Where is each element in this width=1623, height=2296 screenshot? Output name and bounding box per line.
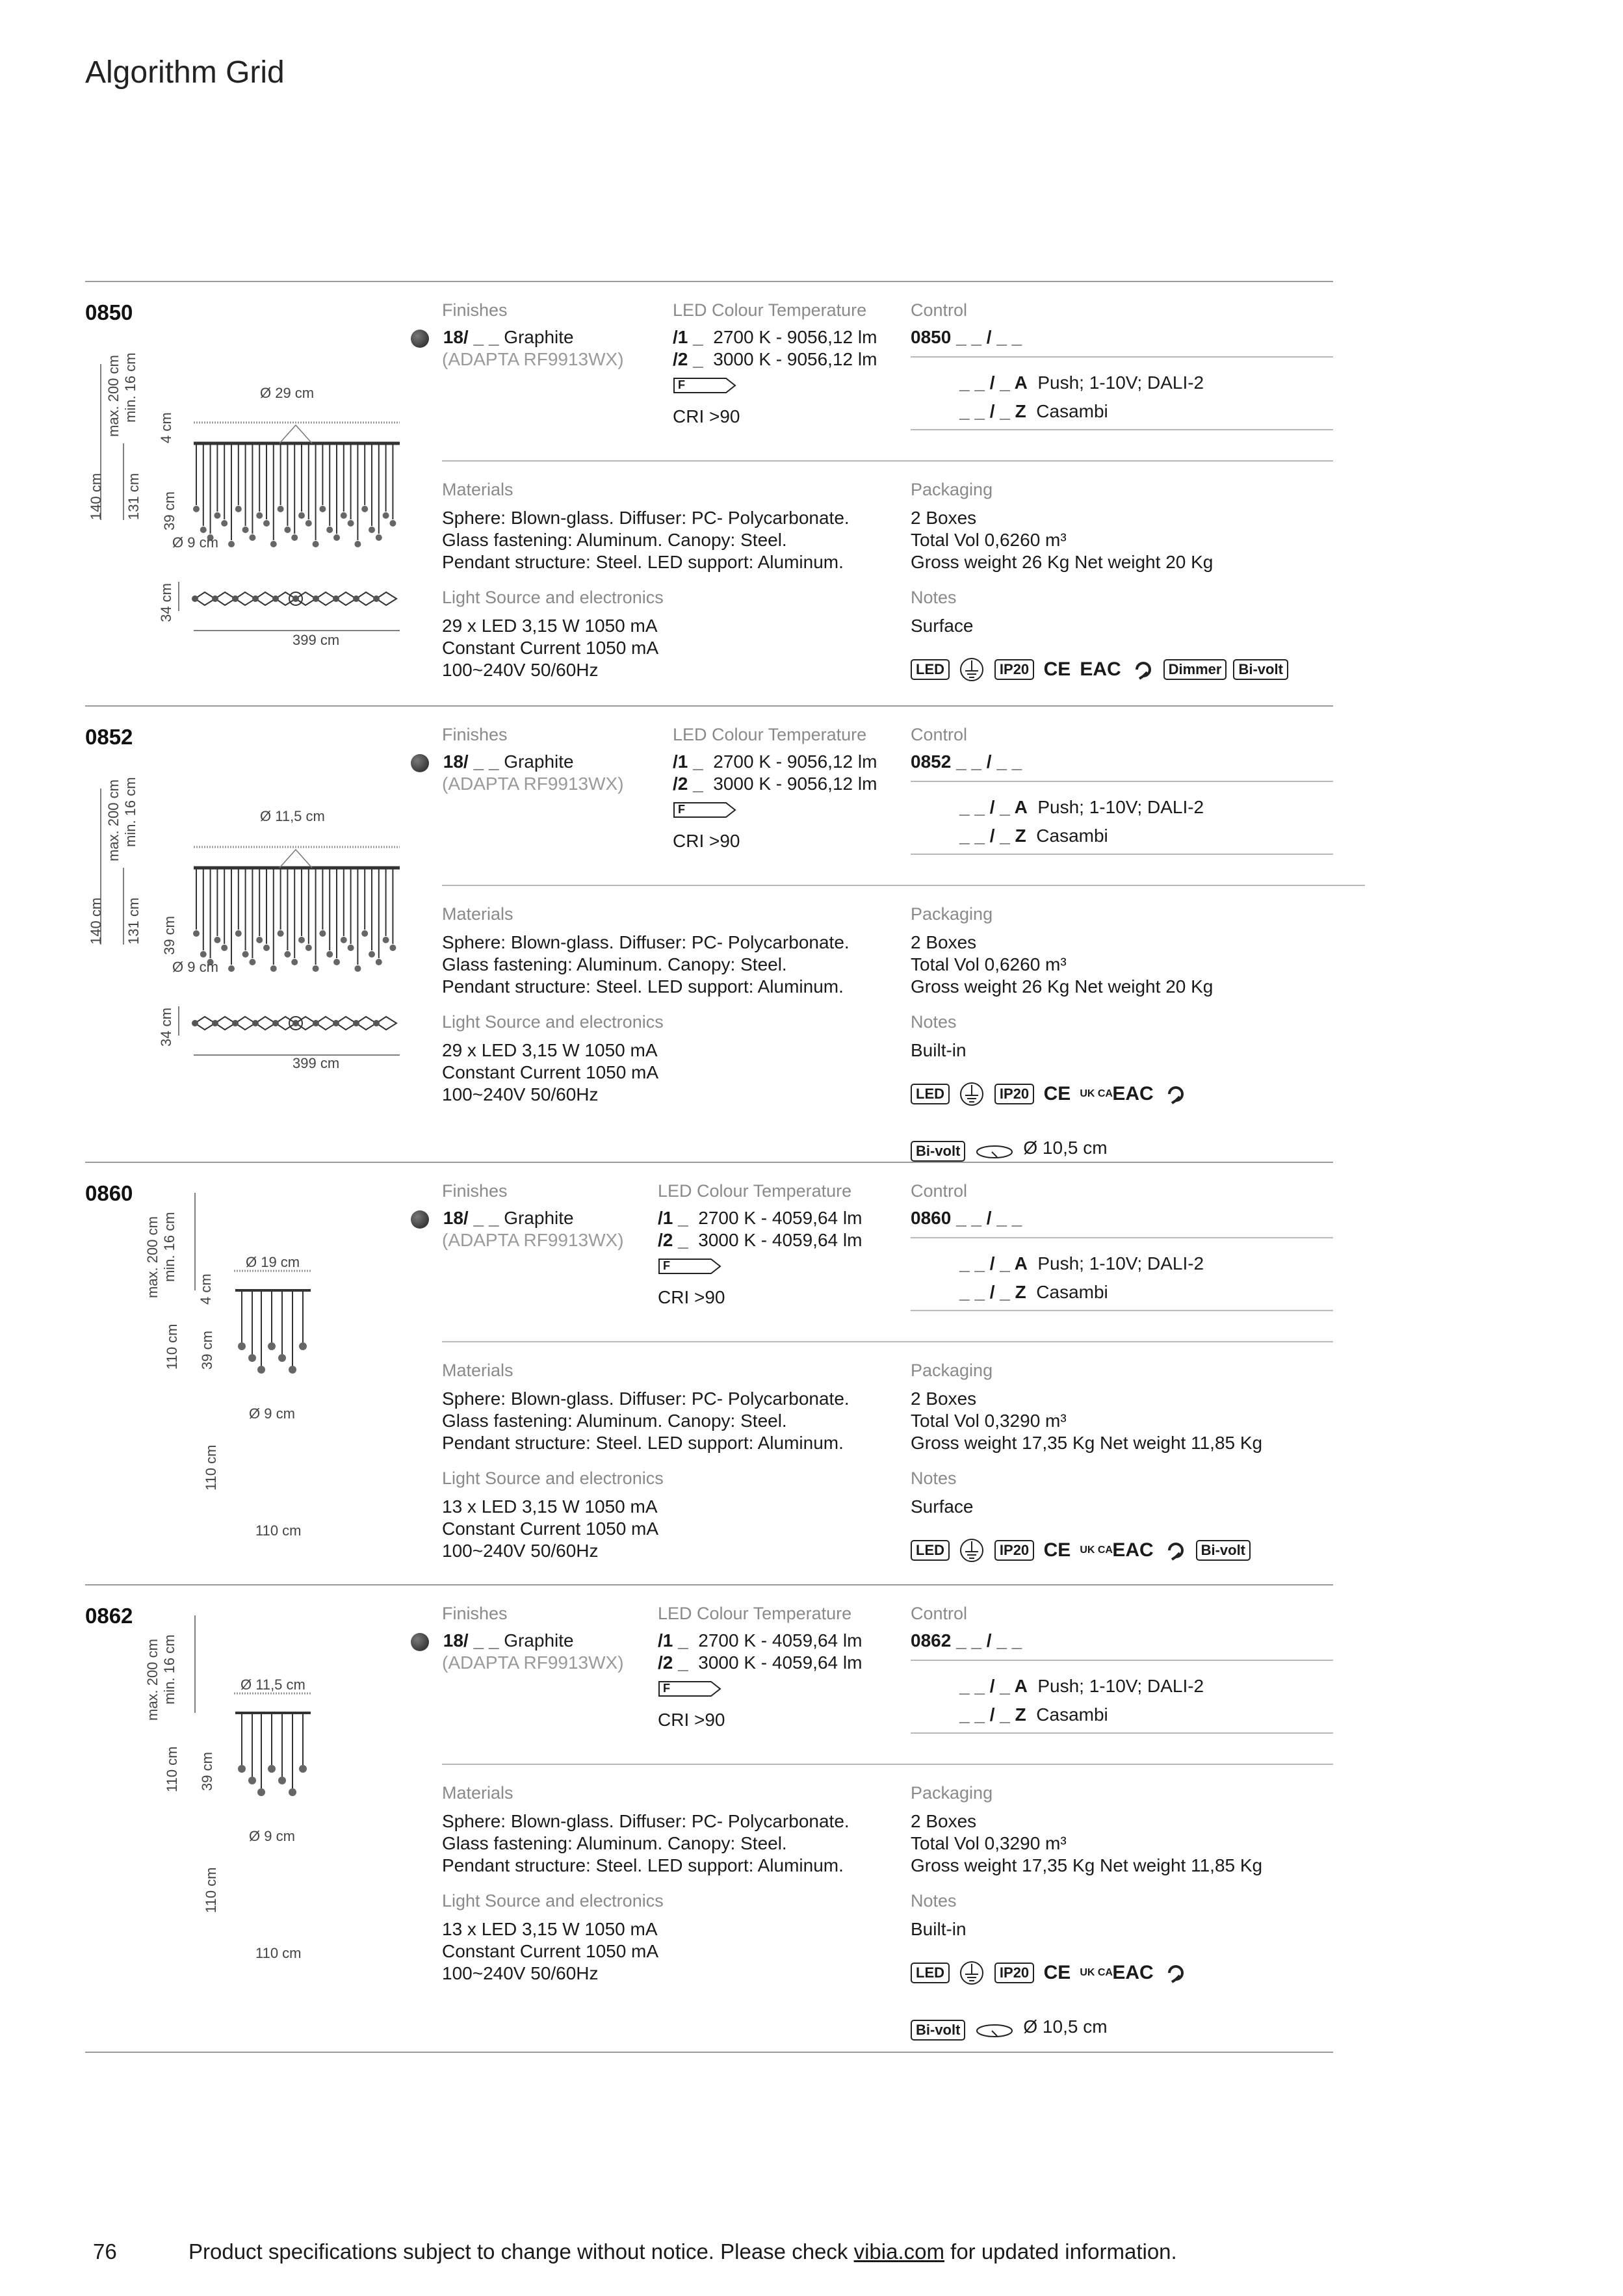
energy-class-icon xyxy=(673,802,738,822)
materials-text xyxy=(442,1388,850,1454)
product-code: 0850 xyxy=(85,300,133,324)
control-option xyxy=(911,796,1320,822)
control-option xyxy=(911,372,1320,398)
dim-depth: 34 cm xyxy=(158,1008,174,1047)
ce-mark-icon: CE xyxy=(1043,1539,1071,1561)
material-line: Glass fastening: Aluminum. Canopy: Steel. xyxy=(442,1833,787,1853)
led-temp-list xyxy=(673,326,877,371)
cert-row-1 xyxy=(911,657,1295,683)
led-temp-value: 2700 K - 4059,64 lm xyxy=(698,1630,863,1650)
light-line: 29 x LED 3,15 W 1050 mA xyxy=(442,1040,658,1060)
dim-height-body: 110 cm xyxy=(164,1746,180,1792)
class-one-ground-icon xyxy=(959,1537,985,1563)
led-temp-code: /2 _ xyxy=(658,1652,688,1673)
packaging-line: 2 Boxes xyxy=(911,508,977,528)
control-option-text: Push; 1-10V; DALI-2 xyxy=(1037,797,1204,817)
control-option-code: _ _ / _ A xyxy=(959,797,1028,817)
notes-value: Surface xyxy=(911,1496,974,1517)
control-divider xyxy=(911,1310,1333,1311)
finish-ral: (ADAPTA RF9913WX) xyxy=(442,774,624,794)
footer-text-after: for updated information. xyxy=(944,2239,1177,2263)
recycle-mark-icon xyxy=(1165,1540,1185,1561)
finishes-label: Finishes xyxy=(442,300,508,320)
light-line: 29 x LED 3,15 W 1050 mA xyxy=(442,616,658,636)
control-label: Control xyxy=(911,1181,968,1201)
control-label: Control xyxy=(911,1604,968,1623)
dim-height-total: 140 cm xyxy=(88,473,104,520)
notes-value: Built-in xyxy=(911,1040,967,1060)
led-badge: LED xyxy=(911,1084,950,1104)
graphite-swatch-icon xyxy=(411,330,429,348)
product-drawing xyxy=(0,281,429,684)
dim-depth: 110 cm xyxy=(203,1444,219,1491)
dim-sphere-diameter: Ø 9 cm xyxy=(172,959,218,975)
light-source-text xyxy=(442,615,658,681)
control-option xyxy=(911,825,1320,851)
finish-code: 18/ _ _ xyxy=(443,1208,499,1228)
finish-ral: (ADAPTA RF9913WX) xyxy=(442,1230,624,1250)
led-temp-value: 2700 K - 4059,64 lm xyxy=(698,1208,863,1228)
cert-badge: Dimmer xyxy=(1163,659,1227,680)
control-label: Control xyxy=(911,725,968,744)
packaging-line: Total Vol 0,3290 m³ xyxy=(911,1411,1067,1431)
finish-ral: (ADAPTA RF9913WX) xyxy=(442,1652,624,1673)
light-line: 100~240V 50/60Hz xyxy=(442,1084,599,1104)
finish-name: Graphite xyxy=(504,327,574,347)
energy-class: F xyxy=(678,378,685,391)
packaging-text xyxy=(911,1388,1262,1454)
led-temp-value: 3000 K - 4059,64 lm xyxy=(698,1230,863,1250)
finish-row xyxy=(411,326,574,348)
dim-pendant-length: 39 cm xyxy=(199,1752,215,1791)
control-option-text: Casambi xyxy=(1036,826,1108,846)
control-option-text: Casambi xyxy=(1036,1704,1108,1725)
led-temp-code: /2 _ xyxy=(658,1230,688,1250)
ukca-mark-icon: UK CA xyxy=(1080,1088,1113,1099)
ceiling-hole-size: Ø 10,5 cm xyxy=(1023,2016,1108,2037)
control-code: 0862 _ _ / _ _ xyxy=(911,1630,1022,1650)
cert-row-1 xyxy=(911,1081,1193,1107)
led-badge: LED xyxy=(911,1963,950,1983)
cert-badge: Bi-volt xyxy=(1233,659,1288,680)
finish-name: Graphite xyxy=(504,1630,574,1650)
led-temp-label: LED Colour Temperature xyxy=(658,1181,852,1201)
cert-row-1 xyxy=(911,1960,1193,1986)
led-temp-label: LED Colour Temperature xyxy=(658,1604,852,1623)
control-option-text: Push; 1-10V; DALI-2 xyxy=(1037,1253,1204,1273)
packaging-line: Gross weight 26 Kg Net weight 20 Kg xyxy=(911,976,1214,997)
ip-rating-badge: IP20 xyxy=(994,1540,1034,1561)
control-option xyxy=(911,1281,1320,1307)
led-temp-row xyxy=(658,1229,862,1251)
packaging-line: Total Vol 0,6260 m³ xyxy=(911,530,1067,550)
finish-name: Graphite xyxy=(504,751,574,772)
eac-mark-icon: EAC xyxy=(1112,1962,1154,1983)
led-temp-row xyxy=(673,326,877,348)
section-divider xyxy=(85,2052,1333,2053)
dim-cable-min: min. 16 cm xyxy=(122,777,138,847)
dim-height-body: 131 cm xyxy=(125,897,142,945)
energy-class-icon xyxy=(673,377,738,397)
led-temp-list xyxy=(673,751,877,795)
notes-label: Notes xyxy=(911,588,957,607)
led-temp-row xyxy=(673,348,877,371)
dim-width: 399 cm xyxy=(292,1055,340,1071)
finishes-label: Finishes xyxy=(442,1604,508,1623)
led-temp-value: 3000 K - 4059,64 lm xyxy=(698,1652,863,1673)
ukca-mark-icon: UK CA xyxy=(1080,1545,1113,1556)
cri-value: CRI >90 xyxy=(658,1710,725,1730)
light-line: 100~240V 50/60Hz xyxy=(442,1963,599,1983)
finish-name: Graphite xyxy=(504,1208,574,1228)
material-line: Sphere: Blown-glass. Diffuser: PC- Polycarbonate. xyxy=(442,1811,850,1831)
recycle-mark-icon xyxy=(1133,659,1152,680)
product-code: 0862 xyxy=(85,1604,133,1628)
control-divider xyxy=(911,356,1333,358)
control-divider xyxy=(911,1732,1333,1734)
materials-label: Materials xyxy=(442,1783,513,1803)
control-option-code: _ _ / _ A xyxy=(959,372,1028,393)
control-code: 0850 _ _ / _ _ xyxy=(911,327,1022,347)
energy-class: F xyxy=(663,1682,670,1695)
led-badge: LED xyxy=(911,1540,950,1561)
footer-link[interactable]: vibia.com xyxy=(853,2239,944,2263)
control-option-code: _ _ / _ Z xyxy=(959,1282,1026,1302)
material-line: Pendant structure: Steel. LED support: Aluminum. xyxy=(442,976,844,997)
dim-height-body: 110 cm xyxy=(164,1324,180,1370)
material-line: Glass fastening: Aluminum. Canopy: Steel. xyxy=(442,530,787,550)
certifications xyxy=(911,657,1295,683)
led-temp-value: 3000 K - 9056,12 lm xyxy=(713,774,877,794)
led-temp-row xyxy=(673,751,877,773)
footer-text-before: Product specifications subject to change without notice. Please check xyxy=(188,2239,854,2263)
dim-canopy-diameter: Ø 11,5 cm xyxy=(260,808,325,824)
dim-canopy-height: 4 cm xyxy=(158,412,174,443)
control-code: 0860 _ _ / _ _ xyxy=(911,1208,1022,1228)
cert-badge: Bi-volt xyxy=(911,1141,965,1162)
certifications xyxy=(911,1081,1193,1159)
led-temp-value: 3000 K - 9056,12 lm xyxy=(713,349,877,369)
energy-class-icon xyxy=(658,1258,723,1278)
packaging-line: Total Vol 0,6260 m³ xyxy=(911,954,1067,974)
finish-code: 18/ _ _ xyxy=(443,327,499,347)
packaging-line: Gross weight 26 Kg Net weight 20 Kg xyxy=(911,552,1214,572)
control-option-code: _ _ / _ A xyxy=(959,1676,1028,1696)
finish-code: 18/ _ _ xyxy=(443,1630,499,1650)
dim-pendant-length: 39 cm xyxy=(199,1331,215,1370)
cri-value: CRI >90 xyxy=(658,1287,725,1307)
cri-value: CRI >90 xyxy=(673,831,740,851)
control-divider xyxy=(911,429,1333,430)
light-source-text xyxy=(442,1496,658,1562)
light-source-label: Light Source and electronics xyxy=(442,1012,664,1032)
packaging-line: 2 Boxes xyxy=(911,1811,977,1831)
dim-canopy-diameter: Ø 29 cm xyxy=(260,385,315,401)
control-option-text: Casambi xyxy=(1036,1282,1108,1302)
light-line: 13 x LED 3,15 W 1050 mA xyxy=(442,1919,658,1939)
packaging-label: Packaging xyxy=(911,904,993,924)
light-line: 100~240V 50/60Hz xyxy=(442,660,599,680)
light-line: 13 x LED 3,15 W 1050 mA xyxy=(442,1496,658,1517)
ce-mark-icon: CE xyxy=(1043,1083,1071,1104)
recycle-mark-icon xyxy=(1165,1084,1185,1104)
finish-row xyxy=(411,1630,574,1652)
led-temp-row xyxy=(658,1652,862,1674)
material-line: Pendant structure: Steel. LED support: Aluminum. xyxy=(442,552,844,572)
light-line: 100~240V 50/60Hz xyxy=(442,1541,599,1561)
cri-value: CRI >90 xyxy=(673,406,740,426)
dim-depth: 110 cm xyxy=(203,1867,219,1913)
class-one-ground-icon xyxy=(959,1960,985,1986)
cert-row-2 xyxy=(911,1137,1108,1162)
packaging-line: 2 Boxes xyxy=(911,932,977,952)
dim-sphere-diameter: Ø 9 cm xyxy=(249,1828,295,1844)
dim-cable-max: max. 200 cm xyxy=(105,779,122,861)
led-temp-value: 2700 K - 9056,12 lm xyxy=(713,327,877,347)
control-option xyxy=(911,400,1320,426)
finishes-label: Finishes xyxy=(442,1181,508,1201)
dim-width: 110 cm xyxy=(255,1945,302,1961)
eac-mark-icon: EAC xyxy=(1112,1083,1154,1104)
notes-value: Surface xyxy=(911,616,974,636)
light-line: Constant Current 1050 mA xyxy=(442,638,659,658)
graphite-swatch-icon xyxy=(411,754,429,772)
control-option xyxy=(911,1675,1320,1701)
packaging-line: Gross weight 17,35 Kg Net weight 11,85 Kg xyxy=(911,1855,1263,1875)
material-line: Pendant structure: Steel. LED support: Aluminum. xyxy=(442,1433,844,1453)
notes-label: Notes xyxy=(911,1891,957,1911)
led-temp-code: /1 _ xyxy=(658,1630,688,1650)
dim-cable-max: max. 200 cm xyxy=(144,1216,161,1298)
energy-class-icon xyxy=(658,1680,723,1701)
ceiling-hole-size: Ø 10,5 cm xyxy=(1023,1138,1108,1158)
class-one-ground-icon xyxy=(959,657,985,683)
led-temp-label: LED Colour Temperature xyxy=(673,300,867,320)
notes-label: Notes xyxy=(911,1012,957,1032)
packaging-label: Packaging xyxy=(911,480,993,499)
led-temp-code: /2 _ xyxy=(673,349,703,369)
light-line: Constant Current 1050 mA xyxy=(442,1941,659,1961)
materials-text xyxy=(442,1810,850,1877)
dim-cable-min: min. 16 cm xyxy=(122,352,138,423)
light-source-label: Light Source and electronics xyxy=(442,1891,664,1911)
finish-row xyxy=(411,751,574,773)
control-divider xyxy=(911,781,1333,782)
material-line: Glass fastening: Aluminum. Canopy: Steel. xyxy=(442,954,787,974)
finishes-label: Finishes xyxy=(442,725,508,744)
material-line: Pendant structure: Steel. LED support: Aluminum. xyxy=(442,1855,844,1875)
light-source-text xyxy=(442,1039,658,1106)
control-option-code: _ _ / _ A xyxy=(959,1253,1028,1273)
led-temp-value: 2700 K - 9056,12 lm xyxy=(713,751,877,772)
dim-pendant-length: 39 cm xyxy=(161,491,177,530)
materials-text xyxy=(442,932,850,998)
control-option-code: _ _ / _ Z xyxy=(959,826,1026,846)
dim-cable-min: min. 16 cm xyxy=(161,1212,177,1282)
led-temp-row xyxy=(658,1630,862,1652)
led-temp-code: /2 _ xyxy=(673,774,703,794)
led-temp-code: /1 _ xyxy=(673,327,703,347)
led-temp-list xyxy=(658,1630,862,1674)
dim-height-body: 131 cm xyxy=(125,473,142,520)
ce-mark-icon: CE xyxy=(1043,1962,1071,1983)
materials-label: Materials xyxy=(442,480,513,499)
materials-label: Materials xyxy=(442,904,513,924)
cert-row-2 xyxy=(911,2016,1108,2041)
graphite-swatch-icon xyxy=(411,1210,429,1229)
cert-badge: Bi-volt xyxy=(911,2020,965,2041)
dim-pendant-length: 39 cm xyxy=(161,916,177,955)
dim-cable-min: min. 16 cm xyxy=(161,1634,177,1704)
graphite-swatch-icon xyxy=(411,1633,429,1651)
material-line: Sphere: Blown-glass. Diffuser: PC- Polycarbonate. xyxy=(442,932,850,952)
led-temp-code: /1 _ xyxy=(673,751,703,772)
led-temp-label: LED Colour Temperature xyxy=(673,725,867,744)
materials-text xyxy=(442,507,850,573)
certifications xyxy=(911,1537,1257,1563)
section-subdivider xyxy=(442,885,1365,886)
cert-badge: Bi-volt xyxy=(1196,1540,1251,1561)
ceiling-hole-icon xyxy=(975,2022,1014,2039)
packaging-line: 2 Boxes xyxy=(911,1389,977,1409)
packaging-label: Packaging xyxy=(911,1361,993,1380)
light-line: Constant Current 1050 mA xyxy=(442,1519,659,1539)
notes-value: Built-in xyxy=(911,1919,967,1939)
dim-canopy-height: 4 cm xyxy=(198,1273,214,1305)
packaging-text xyxy=(911,507,1213,573)
dim-cable-max: max. 200 cm xyxy=(105,355,122,437)
dim-depth: 34 cm xyxy=(158,583,174,622)
product-drawing xyxy=(0,1584,429,2026)
finish-row xyxy=(411,1207,574,1229)
ce-mark-icon: CE xyxy=(1043,659,1071,680)
dim-canopy-diameter: Ø 19 cm xyxy=(246,1254,300,1270)
led-temp-code: /1 _ xyxy=(658,1208,688,1228)
light-source-label: Light Source and electronics xyxy=(442,1468,664,1488)
footer-note xyxy=(188,2239,1177,2264)
dim-cable-max: max. 200 cm xyxy=(144,1639,161,1721)
led-temp-row xyxy=(658,1207,862,1229)
ip-rating-badge: IP20 xyxy=(994,1963,1034,1983)
control-divider xyxy=(911,1237,1333,1238)
light-source-text xyxy=(442,1918,658,1985)
ceiling-hole-icon xyxy=(975,1143,1014,1160)
packaging-line: Gross weight 17,35 Kg Net weight 11,85 Kg xyxy=(911,1433,1263,1453)
product-drawing xyxy=(0,705,429,1108)
material-line: Sphere: Blown-glass. Diffuser: PC- Polycarbonate. xyxy=(442,508,850,528)
cert-row-1 xyxy=(911,1537,1257,1563)
section-subdivider xyxy=(442,1764,1333,1765)
light-source-label: Light Source and electronics xyxy=(442,588,664,607)
dim-height-total: 140 cm xyxy=(88,897,104,945)
control-divider xyxy=(911,854,1333,855)
led-temp-list xyxy=(658,1207,862,1251)
eac-mark-icon: EAC xyxy=(1112,1539,1154,1561)
dim-width: 399 cm xyxy=(292,632,340,648)
finish-code: 18/ _ _ xyxy=(443,751,499,772)
control-option xyxy=(911,1253,1320,1279)
certifications xyxy=(911,1960,1193,2038)
control-divider xyxy=(911,1660,1333,1661)
control-option-text: Push; 1-10V; DALI-2 xyxy=(1037,372,1204,393)
materials-label: Materials xyxy=(442,1361,513,1380)
product-drawing xyxy=(0,1162,429,1604)
packaging-label: Packaging xyxy=(911,1783,993,1803)
energy-class: F xyxy=(663,1259,670,1272)
led-temp-row xyxy=(673,773,877,795)
light-line: Constant Current 1050 mA xyxy=(442,1062,659,1082)
control-label: Control xyxy=(911,300,968,320)
led-badge: LED xyxy=(911,659,950,680)
product-code: 0852 xyxy=(85,725,133,749)
dim-canopy-diameter: Ø 11,5 cm xyxy=(240,1676,305,1693)
control-option xyxy=(911,1704,1320,1730)
control-option-code: _ _ / _ Z xyxy=(959,1704,1026,1725)
finish-ral: (ADAPTA RF9913WX) xyxy=(442,349,624,369)
ukca-mark-icon: UK CA xyxy=(1080,1967,1113,1978)
material-line: Glass fastening: Aluminum. Canopy: Steel. xyxy=(442,1411,787,1431)
page-number: 76 xyxy=(93,2239,117,2263)
class-one-ground-icon xyxy=(959,1081,985,1107)
control-code: 0852 _ _ / _ _ xyxy=(911,751,1022,772)
packaging-text xyxy=(911,1810,1262,1877)
eac-mark-icon: EAC xyxy=(1080,659,1121,680)
energy-class: F xyxy=(678,803,685,816)
dim-sphere-diameter: Ø 9 cm xyxy=(249,1405,295,1422)
control-option-code: _ _ / _ Z xyxy=(959,401,1026,421)
packaging-text xyxy=(911,932,1213,998)
section-subdivider xyxy=(442,460,1333,462)
section-subdivider xyxy=(442,1341,1333,1342)
dim-width: 110 cm xyxy=(255,1522,302,1539)
packaging-line: Total Vol 0,3290 m³ xyxy=(911,1833,1067,1853)
recycle-mark-icon xyxy=(1165,1963,1185,1983)
control-option-text: Casambi xyxy=(1036,401,1108,421)
control-option-text: Push; 1-10V; DALI-2 xyxy=(1037,1676,1204,1696)
product-code: 0860 xyxy=(85,1181,133,1205)
dim-sphere-diameter: Ø 9 cm xyxy=(172,534,218,551)
ip-rating-badge: IP20 xyxy=(994,1084,1034,1104)
notes-label: Notes xyxy=(911,1468,957,1488)
page-title: Algorithm Grid xyxy=(85,55,285,90)
material-line: Sphere: Blown-glass. Diffuser: PC- Polycarbonate. xyxy=(442,1389,850,1409)
ip-rating-badge: IP20 xyxy=(994,659,1034,680)
